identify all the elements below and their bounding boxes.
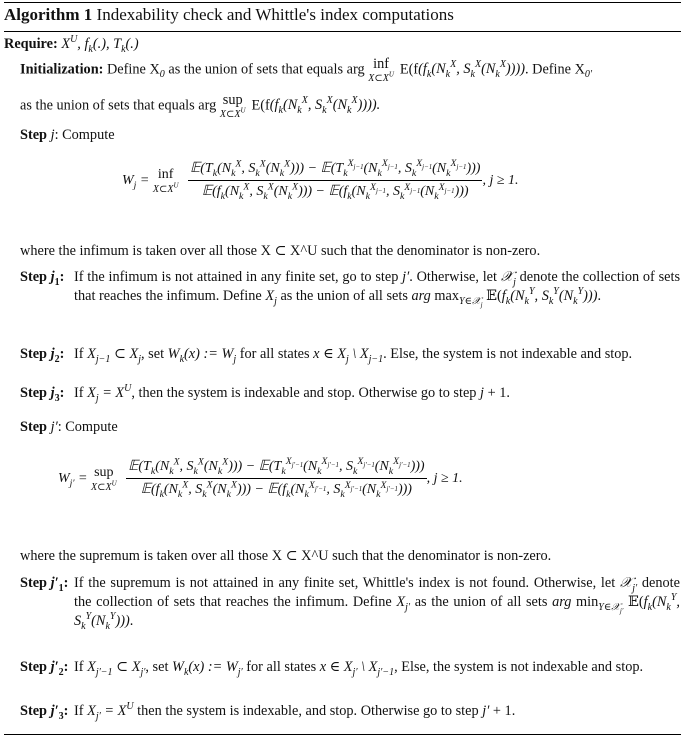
require-label: Require: [4, 36, 58, 52]
eq2-operator: sup $X\subset X^U$ [91, 465, 117, 493]
init-text-e: as the union of sets that equals arg [20, 97, 217, 114]
step-j-label: Step [20, 127, 48, 143]
init-text-b: as the union of sets that equals arg [164, 61, 365, 78]
step-jp3 [20, 702, 682, 722]
step-jp1-label: Step $j'_1$: [20, 575, 69, 594]
step-j1-label: Step $j_1$: [20, 269, 65, 288]
step-jp3-text: If $X_{j'} = X^U$ then the system is indexable, and stop. Otherwise go to step j′ + 1. [74, 701, 516, 722]
step-jp-header [20, 418, 118, 437]
step-jp-var: j′ [50, 419, 58, 435]
top-rule [4, 2, 681, 3]
eq2-numerator: $𝔼(T_k(N_k^X$, $S_k^X(N_k^X)$)) − $𝔼(T_k^{X_{j'-1}}(N_k^{X_{j'-1}}$, $S_k^{X_{j'-1}}(N_k^{X_{j'-1}})$)) [126, 458, 426, 479]
algorithm-title [4, 4, 454, 26]
initialization-line-1: Initialization: Define $X_0$ as the union of sets that equals arg inf $X\subset X^U$ $E(f(f_k(N_k^X$, $S_k^X(N_k^X)$))). Define $X_{0'}$ [20, 56, 593, 84]
step-jp-text: : Compute [57, 419, 118, 435]
algorithm-caption: Indexability check and Whittle's index computations [96, 5, 454, 24]
step-jp1-text: If the supremum is not attained in any finite set, Whittle's index is not found. Otherwise, let 𝒳$_{j'}$ denote the collection of sets that reaches the infimum. Define $X_{j'}$ as the union of all sets arg $\min_{Y\in 𝒳_{j'}}$ $𝔼(f_k(N_k^Y$, $S_k^Y(N_k^Y)$)). [74, 575, 680, 632]
where-infimum-text: where the infimum is taken over all those X ⊂ X^U such that the denominator is non-zero. [20, 243, 541, 259]
eq1-condition: , j ≥ 1. [482, 173, 519, 189]
equation-w-j [122, 160, 519, 202]
step-jp2-label: Step $j'_2$: [20, 659, 69, 678]
step-j2 [20, 345, 682, 385]
step-j3-label: Step $j_3$: [20, 385, 65, 404]
where-supremum-text: where the supremum is taken over all those X ⊂ X^U such that the denominator is non-zero. [20, 548, 552, 564]
algorithm-label: Algorithm 1 [4, 5, 93, 24]
init-text-c: E(f [399, 61, 419, 78]
step-j2-text: If $X_{j-1}$ ⊂ $X_j$, set $W_k(x)$ := $W_j$ for all states x ∈ $X_j$ \ $X_{j-1}$. Else, the system is not indexable and stop. [74, 346, 633, 365]
eq1-lhs: $W_j$ = [122, 173, 153, 191]
eq2-condition: , j ≥ 1. [426, 471, 463, 487]
init-text-f: E(f [251, 97, 270, 114]
step-jp1 [20, 574, 682, 654]
step-j2-label: Step $j_2$: [20, 346, 65, 365]
step-j3-text: If $X_j = X^U$, then the system is indexable and stop. Otherwise go to step j + 1. [74, 383, 510, 404]
eq1-fraction [188, 160, 482, 202]
step-j1 [20, 268, 682, 338]
step-j-header [20, 126, 115, 145]
require-line [4, 35, 139, 54]
step-j-var: j [50, 127, 55, 143]
require-args: $X^U$, $f_k(.)$, $T_k(.)$ [61, 34, 139, 55]
eq1-operator: inf $X\subset X^U$ [152, 167, 179, 195]
init-text-d: . Define X [524, 61, 585, 78]
where-supremum [20, 547, 551, 566]
where-infimum [20, 242, 540, 261]
initialization-line-2: as the union of sets that equals arg sup $X\subset X^U$ $E(f(f_k(N_k^X$, $S_k^X(N_k^X)$))). [20, 92, 381, 120]
step-jp3-label: Step $j'_3$: [20, 703, 69, 722]
step-jp-label: Step [20, 419, 48, 435]
step-jp2-text: If $X_{j'-1}$ ⊂ $X_{j'}$, set $W_k(x)$ := $W_{j'}$ for all states x ∈ $X_{j'}$ \ $X_{j'-1}$, Else, the system is not indexable and stop. [74, 659, 644, 678]
step-j1-text: If the infimum is not attained in any finite set, go to step j′. Otherwise, let 𝒳$_j$ denote the collection of sets that reaches the infimum. Define $X_j$ as the union of all sets arg $\max_{Y\in 𝒳_j}$ $𝔼(f_k(N_k^Y$, $S_k^Y(N_k^Y)$)). [74, 269, 681, 309]
eq1-denominator: $𝔼(f_k(N_k^X$, $S_k^X(N_k^X)$)) − $𝔼(f_k(N_k^{X_{j-1}}$, $S_k^{X_{j-1}}(N_k^{X_{j-1}})$)) [201, 181, 469, 203]
title-rule [4, 31, 681, 32]
initialization-label: Initialization: [20, 61, 104, 78]
step-j3 [20, 384, 682, 404]
step-j-text: : Compute [54, 127, 115, 143]
eq1-numerator: $𝔼(T_k(N_k^X$, $S_k^X(N_k^X)$)) − $𝔼(T_k^{X_{j-1}}(N_k^{X_{j-1}}$, $S_k^{X_{j-1}}(N_k^{X_{j-1}})$)) [188, 160, 482, 181]
eq2-fraction [126, 458, 426, 500]
bottom-rule [4, 734, 681, 735]
inf-operator: inf $X\subset X^U$ [368, 56, 394, 84]
equation-w-jprime [58, 458, 463, 500]
eq2-denominator: $𝔼(f_k(N_k^X$, $S_k^X(N_k^X)$)) − $𝔼(f_k(N_k^{X_{j'-1}}$, $S_k^{X_{j'-1}}(N_k^{X_{j'-1}})$)) [140, 479, 412, 501]
eq2-lhs: $W_{j'}$ = [58, 471, 91, 489]
step-jp2 [20, 658, 682, 698]
init-text-a: Define X [106, 61, 160, 78]
sup-operator: sup $X\subset X^U$ [219, 92, 246, 120]
